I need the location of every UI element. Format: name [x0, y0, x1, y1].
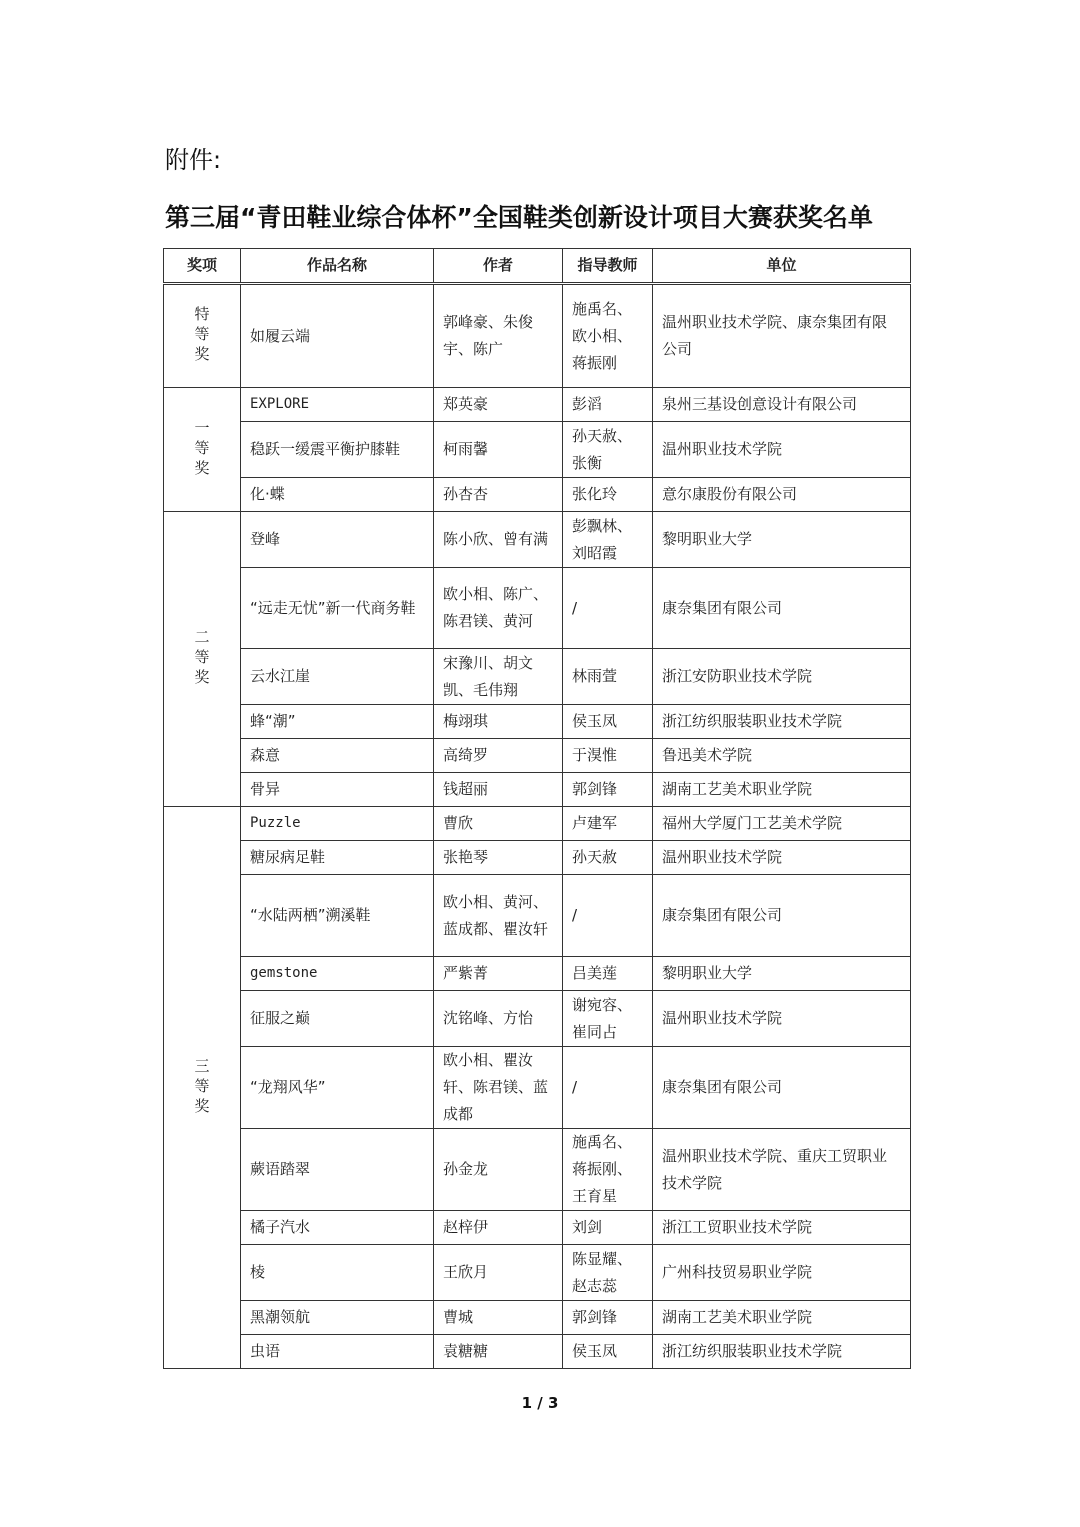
author-cell: 陈小欣、曾有满: [434, 512, 563, 568]
author-cell: 张艳琴: [434, 841, 563, 875]
author-cell: 严紫菁: [434, 957, 563, 991]
unit-cell: 黎明职业大学: [653, 957, 911, 991]
author-cell: 梅翊琪: [434, 705, 563, 739]
author-cell: 郑英豪: [434, 388, 563, 422]
page-indicator: 1 / 3: [521, 1394, 559, 1412]
header-unit: 单位: [653, 249, 911, 284]
author-cell: 孙金龙: [434, 1129, 563, 1211]
advisor-cell: 郭剑锋: [563, 1301, 653, 1335]
unit-cell: 泉州三基设创意设计有限公司: [653, 388, 911, 422]
advisor-cell: 孙天赦: [563, 841, 653, 875]
table-row: [164, 875, 911, 957]
header-work: 作品名称: [241, 249, 434, 284]
author-cell: 欧小相、瞿汝轩、陈君镁、蓝成都: [434, 1047, 563, 1129]
work-cell: “龙翔风华”: [241, 1047, 434, 1129]
work-cell: 稳跃一缓震平衡护膝鞋: [241, 422, 434, 478]
unit-cell: 温州职业技术学院、康奈集团有限公司: [653, 284, 911, 388]
table-row: [164, 1211, 911, 1245]
table-row: [164, 1047, 911, 1129]
attachment-label: 附件:: [165, 146, 222, 174]
author-cell: 曹城: [434, 1301, 563, 1335]
table-row: [164, 284, 911, 388]
unit-cell: 康奈集团有限公司: [653, 875, 911, 957]
author-cell: 钱超丽: [434, 773, 563, 807]
advisor-cell: 吕美莲: [563, 957, 653, 991]
unit-cell: 湖南工艺美术职业学院: [653, 773, 911, 807]
table-row: [164, 991, 911, 1047]
author-cell: 柯雨馨: [434, 422, 563, 478]
document-title: 第三届“青田鞋业综合体杯”全国鞋类创新设计项目大赛获奖名单: [165, 203, 873, 232]
unit-cell: 温州职业技术学院: [653, 841, 911, 875]
table-row: [164, 705, 911, 739]
work-cell: EXPLORE: [241, 388, 434, 422]
advisor-cell: 卢建军: [563, 807, 653, 841]
work-cell: 橘子汽水: [241, 1211, 434, 1245]
author-cell: 王欣月: [434, 1245, 563, 1301]
unit-cell: 湖南工艺美术职业学院: [653, 1301, 911, 1335]
table-row: [164, 422, 911, 478]
header-advisor: 指导教师: [563, 249, 653, 284]
unit-cell: 温州职业技术学院: [653, 422, 911, 478]
table-row: [164, 739, 911, 773]
table-row: [164, 1301, 911, 1335]
author-cell: 欧小相、黄河、蓝成都、瞿汝轩: [434, 875, 563, 957]
unit-cell: 温州职业技术学院、重庆工贸职业技术学院: [653, 1129, 911, 1211]
author-cell: 郭峰豪、朱俊宇、陈广: [434, 284, 563, 388]
unit-cell: 康奈集团有限公司: [653, 568, 911, 649]
table-row: [164, 841, 911, 875]
author-cell: 欧小相、陈广、陈君镁、黄河: [434, 568, 563, 649]
work-cell: 登峰: [241, 512, 434, 568]
advisor-cell: 彭飘林、刘昭霞: [563, 512, 653, 568]
table-header-row: [164, 249, 911, 284]
unit-cell: 意尔康股份有限公司: [653, 478, 911, 512]
advisor-cell: /: [563, 1047, 653, 1129]
advisor-cell: 郭剑锋: [563, 773, 653, 807]
advisor-cell: 谢宛容、崔同占: [563, 991, 653, 1047]
unit-cell: 浙江工贸职业技术学院: [653, 1211, 911, 1245]
award-third: 三等奖: [164, 807, 241, 1369]
table-row: [164, 512, 911, 568]
unit-cell: 福州大学厦门工艺美术学院: [653, 807, 911, 841]
award-special: 特等奖: [164, 284, 241, 388]
work-cell: 棱: [241, 1245, 434, 1301]
work-cell: 蕨语踏翠: [241, 1129, 434, 1211]
author-cell: 高绮罗: [434, 739, 563, 773]
awards-table: [163, 248, 911, 1369]
advisor-cell: 张化玲: [563, 478, 653, 512]
header-author: 作者: [434, 249, 563, 284]
header-award: 奖项: [164, 249, 241, 284]
award-first: 一等奖: [164, 388, 241, 512]
advisor-cell: /: [563, 568, 653, 649]
table-row: [164, 649, 911, 705]
advisor-cell: /: [563, 875, 653, 957]
table-row: [164, 1335, 911, 1369]
table-row: [164, 388, 911, 422]
author-cell: 沈铭峰、方怡: [434, 991, 563, 1047]
table-row: [164, 1129, 911, 1211]
table-row: [164, 478, 911, 512]
unit-cell: 温州职业技术学院: [653, 991, 911, 1047]
table-row: [164, 1245, 911, 1301]
work-cell: 如履云端: [241, 284, 434, 388]
work-cell: “远走无忧”新一代商务鞋: [241, 568, 434, 649]
author-cell: 宋豫川、胡文凯、毛伟翔: [434, 649, 563, 705]
advisor-cell: 孙天赦、张衡: [563, 422, 653, 478]
table-row: [164, 773, 911, 807]
unit-cell: 康奈集团有限公司: [653, 1047, 911, 1129]
work-cell: Puzzle: [241, 807, 434, 841]
author-cell: 赵梓伊: [434, 1211, 563, 1245]
table-row: [164, 807, 911, 841]
unit-cell: 黎明职业大学: [653, 512, 911, 568]
work-cell: 糖尿病足鞋: [241, 841, 434, 875]
advisor-cell: 施禹名、蒋振刚、王育星: [563, 1129, 653, 1211]
author-cell: 孙杏杏: [434, 478, 563, 512]
advisor-cell: 侯玉凤: [563, 705, 653, 739]
unit-cell: 浙江安防职业技术学院: [653, 649, 911, 705]
work-cell: 黑潮领航: [241, 1301, 434, 1335]
work-cell: 森意: [241, 739, 434, 773]
advisor-cell: 侯玉凤: [563, 1335, 653, 1369]
unit-cell: 广州科技贸易职业学院: [653, 1245, 911, 1301]
advisor-cell: 施禹名、欧小相、蒋振刚: [563, 284, 653, 388]
award-second: 二等奖: [164, 512, 241, 807]
work-cell: gemstone: [241, 957, 434, 991]
work-cell: 云水江崖: [241, 649, 434, 705]
author-cell: 曹欣: [434, 807, 563, 841]
work-cell: 化·蝶: [241, 478, 434, 512]
advisor-cell: 林雨萱: [563, 649, 653, 705]
table-row: [164, 957, 911, 991]
advisor-cell: 彭滔: [563, 388, 653, 422]
work-cell: 虫语: [241, 1335, 434, 1369]
unit-cell: 浙江纺织服装职业技术学院: [653, 1335, 911, 1369]
advisor-cell: 刘剑: [563, 1211, 653, 1245]
advisor-cell: 于湨惟: [563, 739, 653, 773]
unit-cell: 浙江纺织服装职业技术学院: [653, 705, 911, 739]
table-row: [164, 568, 911, 649]
unit-cell: 鲁迅美术学院: [653, 739, 911, 773]
work-cell: 骨异: [241, 773, 434, 807]
advisor-cell: 陈显耀、赵志蕊: [563, 1245, 653, 1301]
work-cell: “水陆两栖”溯溪鞋: [241, 875, 434, 957]
work-cell: 征服之巅: [241, 991, 434, 1047]
author-cell: 袁糖糖: [434, 1335, 563, 1369]
work-cell: 蜂“潮”: [241, 705, 434, 739]
